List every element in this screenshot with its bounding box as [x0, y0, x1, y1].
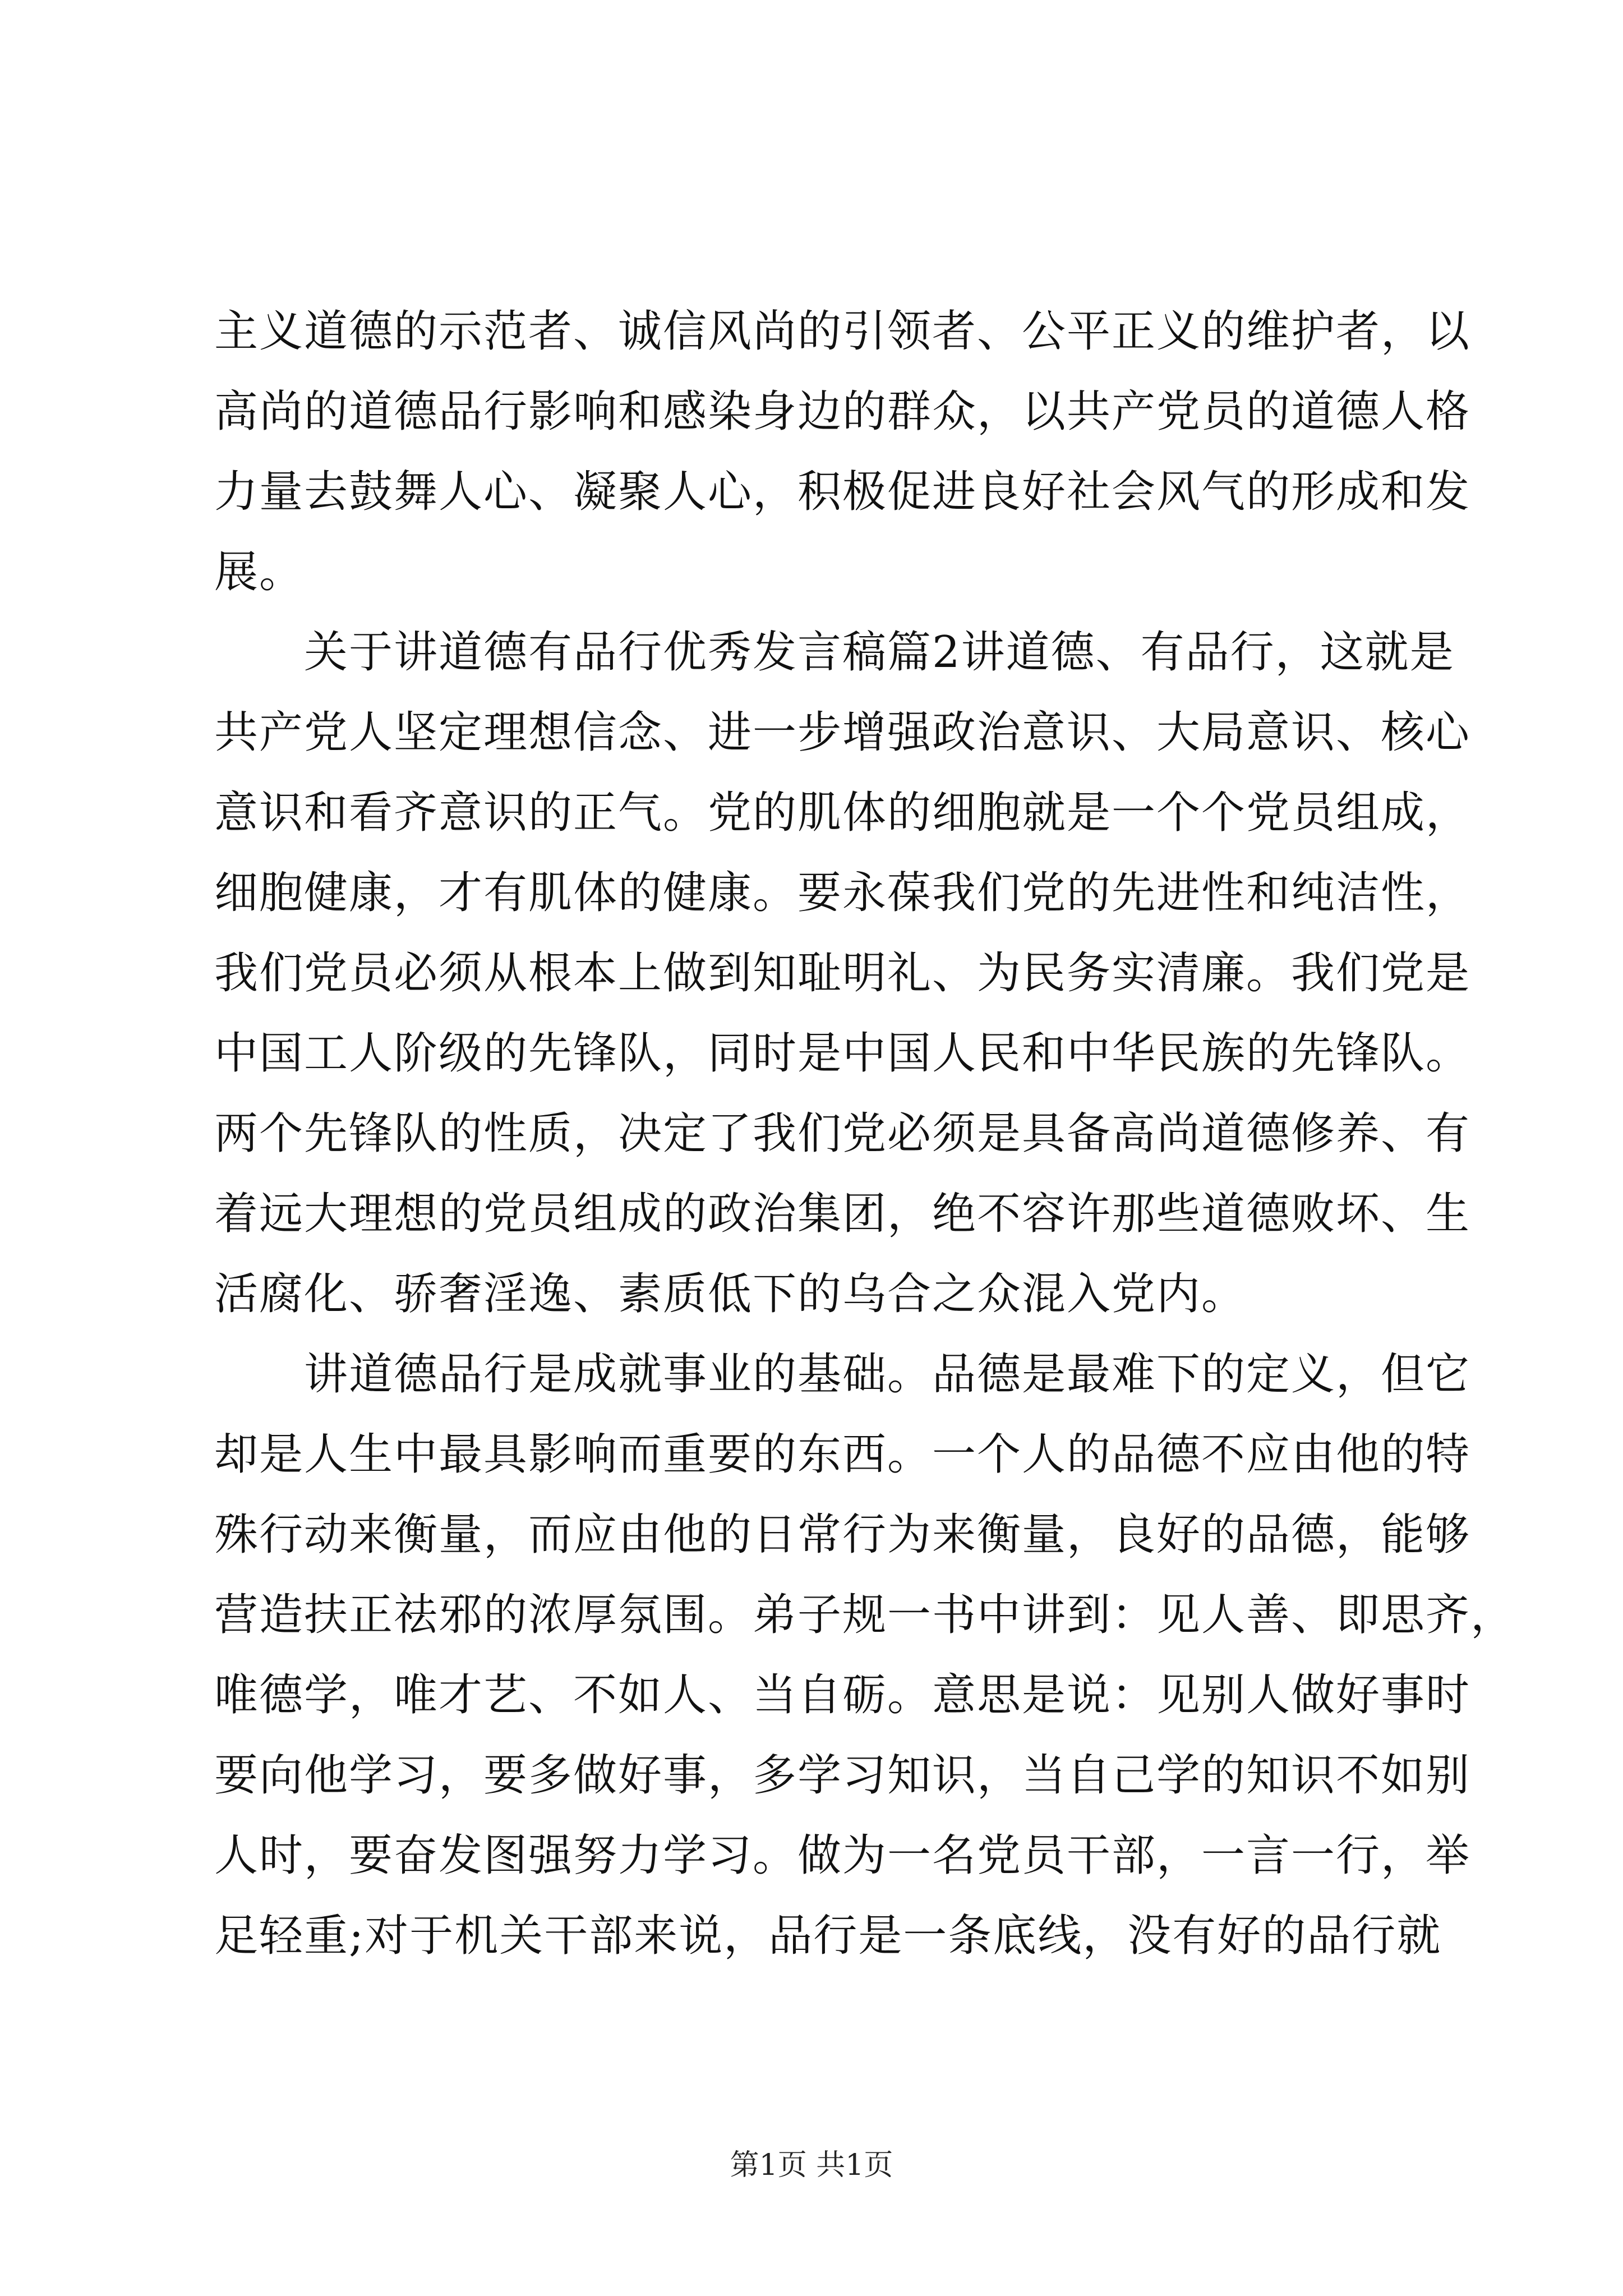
- text-line: 两个先锋队的性质，决定了我们党必须是具备高尚道德修养、有: [214, 1108, 1471, 1159]
- text-line: 主义道德的示范者、诚信风尚的引领者、公平正义的维护者，以: [214, 306, 1471, 357]
- text-line: 我们党员必须从根本上做到知耻明礼、为民务实清廉。我们党是: [214, 948, 1471, 999]
- text-line: 力量去鼓舞人心、凝聚人心，积极促进良好社会风气的形成和发: [214, 467, 1471, 517]
- text-line: 共产党人坚定理想信念、进一步增强政治意识、大局意识、核心: [214, 707, 1471, 758]
- text-line: 意识和看齐意识的正气。党的肌体的细胞就是一个个党员组成，: [214, 788, 1471, 838]
- text-line: 却是人生中最具影响而重要的东西。一个人的品德不应由他的特: [214, 1429, 1471, 1480]
- text-line: 着远大理想的党员组成的政治集团，绝不容许那些道德败坏、生: [214, 1189, 1471, 1239]
- text-line: 中国工人阶级的先锋队，同时是中国人民和中华民族的先锋队。: [214, 1028, 1471, 1079]
- text-line: 细胞健康，才有肌体的健康。要永葆我们党的先进性和纯洁性，: [214, 868, 1471, 918]
- text-line: 唯德学，唯才艺、不如人、当自砺。意思是说：见别人做好事时: [214, 1670, 1471, 1720]
- text-line: 人时，要奋发图强努力学习。做为一名党员干部，一言一行，举: [214, 1830, 1471, 1881]
- text-line: 关于讲道德有品行优秀发言稿篇2讲道德、有品行，这就是: [214, 627, 1455, 678]
- text-line: 要向他学习，要多做好事，多学习知识，当自己学的知识不如别: [214, 1750, 1471, 1801]
- text-line: 足轻重;对于机关干部来说，品行是一条底线，没有好的品行就: [214, 1911, 1442, 1961]
- text-line: 高尚的道德品行影响和感染身边的群众，以共产党员的道德人格: [214, 386, 1471, 437]
- document-body: [214, 292, 1516, 1976]
- text-line: 讲道德品行是成就事业的基础。品德是最难下的定义，但它: [214, 1349, 1471, 1400]
- text-line: 营造扶正祛邪的浓厚氛围。弟子规一书中讲到：见人善、即思齐，: [214, 1590, 1516, 1640]
- text-line: 活腐化、骄奢淫逸、素质低下的乌合之众混入党内。: [214, 1269, 1247, 1319]
- text-line: 殊行动来衡量，而应由他的日常行为来衡量，良好的品德，能够: [214, 1510, 1471, 1560]
- text-line: 展。: [214, 547, 305, 597]
- page-footer: [0, 2148, 1623, 2182]
- page-number-label: 第1页 共1页: [730, 2148, 893, 2182]
